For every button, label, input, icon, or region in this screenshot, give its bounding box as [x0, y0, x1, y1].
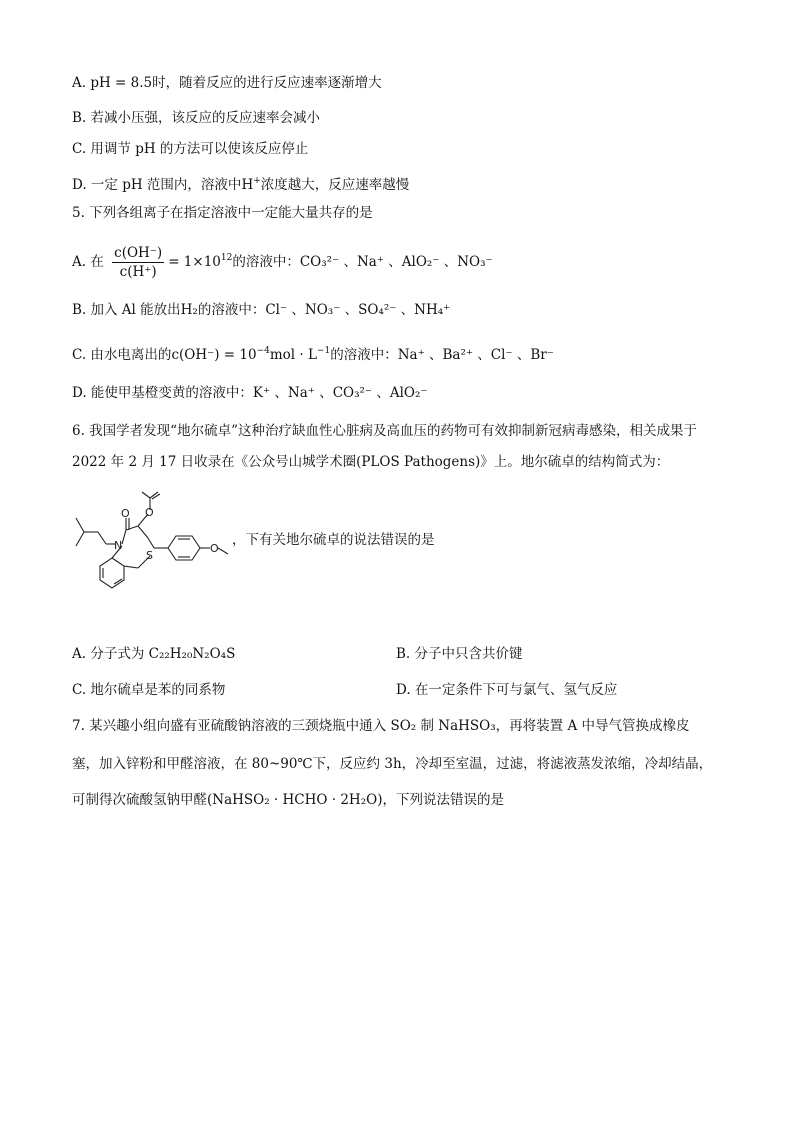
q4-option-d-post: 浓度越大，反应速率越慢 — [260, 177, 410, 193]
q5-option-a-pre: A. 在 — [72, 254, 104, 270]
ester-oxygen-label: O — [145, 506, 154, 519]
methoxy-oxygen-label: O — [210, 542, 219, 555]
q6-structure-caption: ，下有关地尔硫卓的说法错误的是 — [232, 532, 435, 548]
q7-line1-post: ，再将装置 A 中导气管换成橡皮 — [495, 718, 690, 734]
q5-fraction-numerator: c(OH⁻) — [114, 245, 163, 261]
q5-option-b-post: 的溶液中：Cl⁻ 、NO₃⁻ 、SO₄²⁻ 、NH₄⁺ — [197, 302, 451, 318]
q5-option-c-unit: mol · L — [269, 347, 317, 363]
q7-stem-line3 — [72, 790, 504, 810]
q7-line3-formula: NaHSO₂ · HCHO · 2H₂O — [212, 792, 378, 808]
q5-option-c-exp: −4 — [256, 346, 270, 356]
q4-option-d-sup: + — [253, 176, 261, 186]
q4-option-c: C. 用调节 pH 的方法可以使该反应停止 — [72, 141, 309, 157]
q5-option-b — [72, 300, 450, 320]
q5-option-c-post: 的溶液中：Na⁺ 、Ba²⁺ 、Cl⁻ 、Br⁻ — [330, 347, 554, 363]
q4-option-d-pre: D. 一定 pH 范围内，溶液中 — [72, 177, 242, 193]
q5-option-b-pre: B. 加入 Al 能放出 — [72, 302, 181, 318]
q5-option-c-pre: C. 由水电离出的 — [72, 347, 172, 363]
q5-option-c-expr: c(OH⁻) = 10 — [171, 347, 257, 363]
q6-option-b: B. 分子中只含共价键 — [396, 646, 523, 662]
q6-option-a: A. 分子式为 C₂₂H₂₀N₂O₄S — [72, 646, 236, 662]
q5-stem: 5. 下列各组离子在指定溶液中一定能大量共存的是 — [72, 205, 373, 221]
q5-option-c — [72, 341, 554, 365]
q5-option-d: D. 能使甲基橙变黄的溶液中：K⁺ 、Na⁺ 、CO₃²⁻ 、AlO₂⁻ — [72, 385, 428, 401]
q5-fraction-denominator: c(H⁺) — [119, 264, 157, 280]
q6-stem-line2: 2022 年 2 月 17 日收录在《公众号山城学术圈(PLOS Pathogens)》上。地尔硫卓的结构简式为： — [72, 454, 670, 470]
q7-stem-line2: 塞，加入锌粉和甲醛溶液，在 80~90℃下，反应约 3h，冷却至室温，过滤，将滤液蒸发浓缩，冷却结晶， — [72, 756, 713, 772]
q5-option-a — [72, 238, 493, 282]
q5-option-c-unit-exp: −1 — [316, 346, 331, 356]
q4-option-d — [72, 171, 409, 195]
q7-line1-formula: NaHSO₃ — [438, 718, 496, 734]
q5-fraction — [112, 244, 164, 281]
q5-option-b-h2: H₂ — [180, 302, 198, 318]
diltiazem-structure — [66, 488, 244, 594]
q6-option-d: D. 在一定条件下可与氯气、氢气反应 — [396, 682, 618, 698]
q7-line1-pre: 7. 某兴趣小组向盛有亚硫酸钠溶液的三颈烧瓶中通入 SO₂ 制 — [72, 718, 434, 734]
q7-line3-pre: 可制得次硫酸氢钠甲醛( — [72, 792, 213, 808]
q4-option-a: A. pH = 8.5时，随着反应的进行反应速率逐渐增大 — [72, 75, 382, 91]
sulfur-label: S — [146, 549, 153, 562]
q7-line3-post: )，下列说法错误的是 — [377, 792, 504, 808]
ring-nitrogen-label: N — [114, 539, 123, 552]
q5-option-a-eq: = 1×10 — [168, 254, 221, 270]
q4-option-b: B. 若减小压强，该反应的反应速率会减小 — [72, 110, 321, 126]
q5-option-a-post: 的溶液中：CO₃²⁻ 、Na⁺ 、AlO₂⁻ 、NO₃⁻ — [232, 254, 493, 270]
q4-option-d-ion: H — [241, 177, 254, 193]
q7-stem-line1 — [72, 716, 690, 736]
q6-stem-line1: 6. 我国学者发现“地尔硫卓”这种治疗缺血性心脏病及高血压的药物可有效抑制新冠病毒感染，相关成果于 — [72, 423, 697, 439]
carbonyl-oxygen-label: O — [121, 507, 130, 520]
q5-option-a-exp: 12 — [220, 253, 233, 263]
q6-option-c: C. 地尔硫卓是苯的同系物 — [72, 682, 226, 698]
